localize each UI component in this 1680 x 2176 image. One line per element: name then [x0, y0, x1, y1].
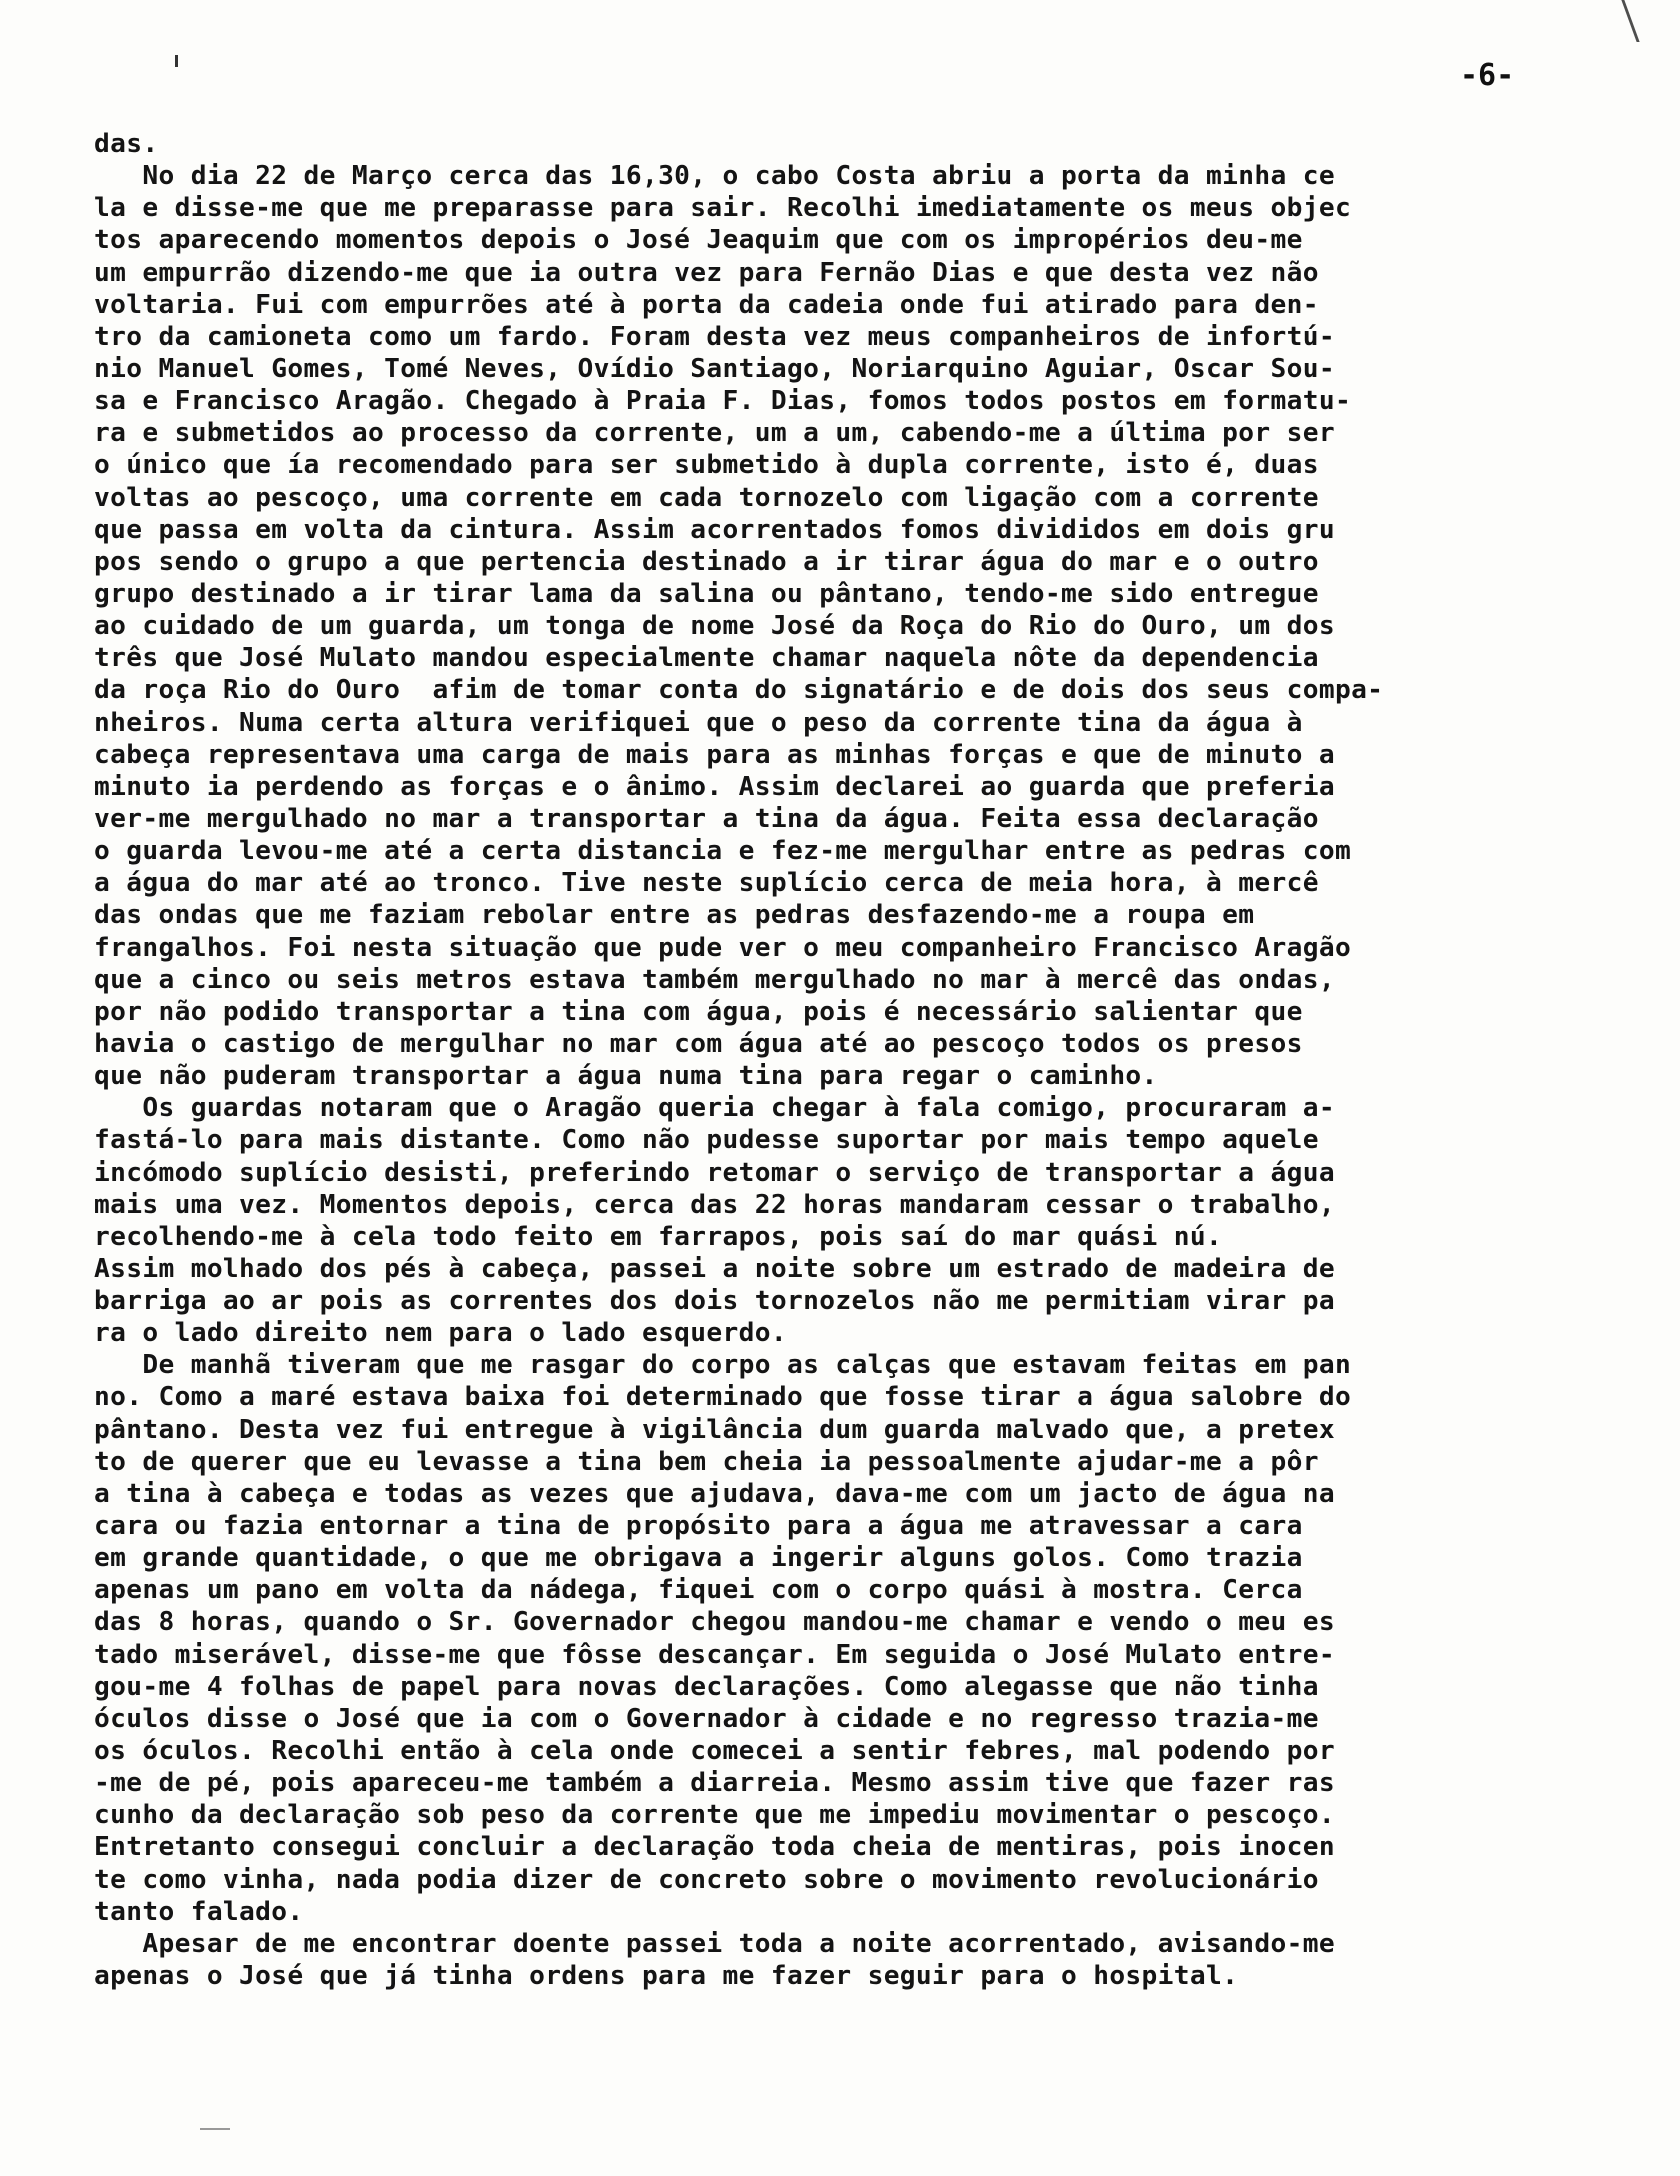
text-line: No dia 22 de Março cerca das 16,30, o cabo Costa abriu a porta da minha ce [94, 161, 1335, 192]
text-line: das ondas que me faziam rebolar entre as pedras desfazendo-me a roupa em [94, 900, 1255, 931]
text-line: que passa em volta da cintura. Assim acorrentados fomos divididos em dois gru [94, 514, 1335, 545]
text-line: pântano. Desta vez fui entregue à vigilância dum guarda malvado que, a pretex [94, 1414, 1335, 1445]
text-line: cunho da declaração sob peso da corrente que me impediu movimentar o pescoço. [94, 1800, 1335, 1831]
text-line: que a cinco ou seis metros estava também mergulhado no mar à mercê das ondas, [94, 964, 1335, 995]
text-line: nio Manuel Gomes, Tomé Neves, Ovídio Santiago, Noriarquino Aguiar, Oscar Sou- [94, 353, 1335, 384]
text-line: voltas ao pescoço, uma corrente em cada tornozelo com ligação com a corrente [94, 482, 1319, 513]
ink-mark [175, 55, 178, 67]
text-line: nheiros. Numa certa altura verifiquei que o peso da corrente tina da água à [94, 707, 1303, 738]
text-line: frangalhos. Foi nesta situação que pude ver o meu companheiro Francisco Aragão [94, 932, 1352, 963]
text-line: la e disse-me que me preparasse para sair. Recolhi imediatamente os meus objec [94, 193, 1352, 224]
text-line: tos aparecendo momentos depois o José Jeaquim que com os impropérios deu-me [94, 225, 1303, 256]
text-line: por não podido transportar a tina com água, pois é necessário salientar que [94, 996, 1303, 1027]
text-line: três que José Mulato mandou especialmente chamar naquela nôte da dependencia [94, 643, 1319, 674]
text-line: tro da camioneta como um fardo. Foram desta vez meus companheiros de infortú- [94, 321, 1335, 352]
text-line: Apesar de me encontrar doente passei toda a noite acorrentado, avisando-me [94, 1928, 1335, 1959]
typed-text-body [94, 128, 1604, 1992]
text-line: to de querer que eu levasse a tina bem cheia ia pessoalmente ajudar-me a pôr [94, 1446, 1319, 1477]
text-line: a água do mar até ao tronco. Tive neste suplício cerca de meia hora, à mercê [94, 868, 1319, 899]
text-line: ra e submetidos ao processo da corrente, um a um, cabendo-me a última por ser [94, 418, 1335, 449]
text-line: tanto falado. [94, 1896, 304, 1927]
text-line: grupo destinado a ir tirar lama da salina ou pântano, tendo-me sido entregue [94, 578, 1319, 609]
text-line: cara ou fazia entornar a tina de propósito para a água me atravessar a cara [94, 1511, 1303, 1542]
text-line: voltaria. Fui com empurrões até à porta da cadeia onde fui atirado para den- [94, 289, 1319, 320]
text-line: que não puderam transportar a água numa tina para regar o caminho. [94, 1061, 1158, 1092]
text-line: -me de pé, pois apareceu-me também a diarreia. Mesmo assim tive que fazer ras [94, 1768, 1335, 1799]
text-line: incómodo suplício desisti, preferindo retomar o serviço de transportar a água [94, 1157, 1335, 1188]
text-line: da roça Rio do Ouro afim de tomar conta do signatário e de dois dos seus compa- [94, 675, 1384, 706]
text-line: te como vinha, nada podia dizer de concreto sobre o movimento revolucionário [94, 1864, 1319, 1895]
text-line: havia o castigo de mergulhar no mar com água até ao pescoço todos os presos [94, 1028, 1303, 1059]
text-line: os óculos. Recolhi então à cela onde comecei a sentir febres, mal podendo por [94, 1736, 1335, 1767]
text-line: óculos disse o José que ia com o Governador à cidade e no regresso trazia-me [94, 1703, 1319, 1734]
text-line: fastá-lo para mais distante. Como não pudesse suportar por mais tempo aquele [94, 1125, 1319, 1156]
text-line: sa e Francisco Aragão. Chegado à Praia F. Dias, fomos todos postos em formatu- [94, 386, 1352, 417]
text-line: De manhã tiveram que me rasgar do corpo as calças que estavam feitas em pan [94, 1350, 1352, 1381]
text-line: a tina à cabeça e todas as vezes que ajudava, dava-me com um jacto de água na [94, 1478, 1335, 1509]
text-line: o guarda levou-me até a certa distancia e fez-me mergulhar entre as pedras com [94, 836, 1352, 867]
text-line: tado miserável, disse-me que fôsse descançar. Em seguida o José Mulato entre- [94, 1639, 1335, 1670]
text-line: o único que ía recomendado para ser submetido à dupla corrente, isto é, duas [94, 450, 1319, 481]
text-line: minuto ia perdendo as forças e o ânimo. Assim declarei ao guarda que preferia [94, 771, 1335, 802]
text-line: pos sendo o grupo a que pertencia destinado a ir tirar água do mar e o outro [94, 546, 1319, 577]
text-line: apenas um pano em volta da nádega, fiquei com o corpo quási à mostra. Cerca [94, 1575, 1303, 1606]
text-line: em grande quantidade, o que me obrigava a ingerir alguns golos. Como trazia [94, 1543, 1303, 1574]
text-line: gou-me 4 folhas de papel para novas declarações. Como alegasse que não tinha [94, 1671, 1319, 1702]
text-line: apenas o José que já tinha ordens para me fazer seguir para o hospital. [94, 1961, 1239, 1992]
text-line: recolhendo-me à cela todo feito em farrapos, pois saí do mar quási nú. [94, 1221, 1223, 1252]
text-line: Os guardas notaram que o Aragão queria chegar à fala comigo, procuraram a- [94, 1093, 1335, 1124]
text-line: um empurrão dizendo-me que ia outra vez para Fernão Dias e que desta vez não [94, 257, 1319, 288]
text-line: Entretanto consegui concluir a declaração toda cheia de mentiras, pois inocen [94, 1832, 1335, 1863]
text-line: cabeça representava uma carga de mais para as minhas forças e que de minuto a [94, 739, 1335, 770]
text-line: ao cuidado de um guarda, um tonga de nome José da Roça do Rio do Ouro, um dos [94, 611, 1335, 642]
page-number: -6- [1460, 58, 1515, 93]
ink-mark [200, 2128, 230, 2130]
text-line: no. Como a maré estava baixa foi determinado que fosse tirar a água salobre do [94, 1382, 1352, 1413]
text-line: ra o lado direito nem para o lado esquerdo. [94, 1318, 787, 1349]
text-line: barriga ao ar pois as correntes dos dois tornozelos não me permitiam virar pa [94, 1286, 1335, 1317]
text-line: Assim molhado dos pés à cabeça, passei a noite sobre um estrado de madeira de [94, 1253, 1335, 1284]
text-line: mais uma vez. Momentos depois, cerca das 22 horas mandaram cessar o trabalho, [94, 1189, 1335, 1220]
page-corner-fold [1621, 0, 1679, 42]
text-line: das 8 horas, quando o Sr. Governador chegou mandou-me chamar e vendo o meu es [94, 1607, 1335, 1638]
text-line: das. [94, 129, 159, 159]
text-line: ver-me mergulhado no mar a transportar a tina da água. Feita essa declaração [94, 803, 1319, 834]
